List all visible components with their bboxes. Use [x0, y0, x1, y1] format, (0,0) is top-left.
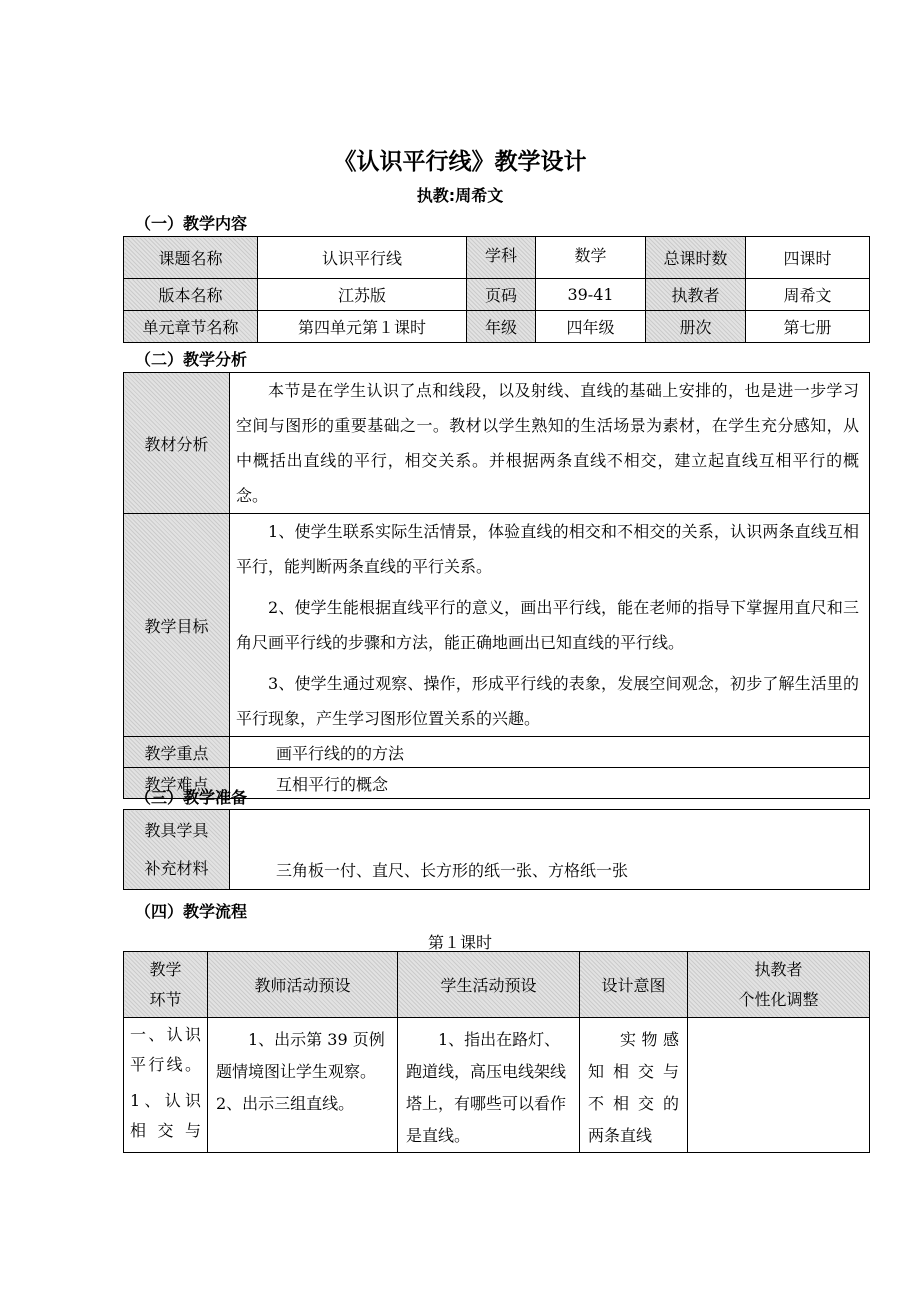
label-supplementary: 补充材料	[144, 858, 209, 878]
intent-line-1: 实物感	[620, 1030, 679, 1049]
document-title: 《认识平行线》教学设计	[333, 149, 587, 175]
process-table	[123, 951, 870, 1153]
content-table	[123, 236, 870, 343]
stage-line-3: 1、认识	[130, 1091, 201, 1110]
value-grade: 四年级	[536, 311, 646, 343]
value-teacher: 周希文	[746, 279, 870, 311]
stage-line-2: 平行线。	[130, 1055, 201, 1074]
personal-adjust-cell	[688, 1018, 870, 1153]
intent-line-4: 两条直线	[588, 1126, 653, 1145]
material-analysis-paragraph: 本节是在学生认识了点和线段，以及射线、直线的基础上安排的，也是进一步学习空间与图形的重要基础之一。教材以学生熟知的生活场景为素材，在学生充分感知，从中概括出直线的平行，相交关系。并根据两条直线不相交，建立起直线互相平行的概念。	[236, 381, 859, 505]
label-edition: 版本名称	[124, 279, 258, 311]
author-line: 执教:周希文	[416, 186, 504, 205]
stage-line-4: 相交与	[130, 1121, 201, 1140]
intent-line-2: 知相交与	[588, 1062, 679, 1081]
student-activity-cell	[398, 1018, 580, 1153]
teacher-activity-1: 1、出示第 39 页例题情境图让学生观察。	[216, 1030, 385, 1081]
header-adjust-line-2: 个性化调整	[738, 989, 819, 1009]
label-unit: 单元章节名称	[124, 311, 258, 343]
preparation-table	[123, 809, 870, 890]
key-point-text: 画平行线的的方法	[230, 737, 870, 768]
teaching-goals-text	[230, 514, 870, 737]
header-stage-line-2: 环节	[149, 989, 182, 1009]
value-subject: 数学	[536, 237, 646, 279]
label-course-name: 课题名称	[124, 237, 258, 279]
header-design-intent: 设计意图	[580, 952, 688, 1018]
teacher-activity-cell	[208, 1018, 398, 1153]
label-page: 页码	[467, 279, 536, 311]
difficult-point-text: 互相平行的概念	[230, 768, 870, 799]
label-material-analysis: 教材分析	[124, 373, 230, 514]
section-heading-analysis: （二）教学分析	[135, 350, 248, 369]
value-page: 39-41	[536, 279, 646, 311]
material-analysis-text	[230, 373, 870, 514]
label-grade: 年级	[467, 311, 536, 343]
value-total-hours: 四课时	[746, 237, 870, 279]
intent-line-3: 不相交的	[588, 1094, 679, 1113]
header-stage-line-1: 教学	[149, 959, 182, 979]
value-edition: 江苏版	[258, 279, 467, 311]
label-total-hours: 总课时数	[646, 237, 746, 279]
header-personal-adjust	[688, 952, 870, 1018]
teacher-activity-2: 2、出示三组直线。	[216, 1094, 355, 1113]
section-heading-process: （四）教学流程	[135, 902, 248, 921]
preparation-text: 三角板一付、直尺、长方形的纸一张、方格纸一张	[230, 810, 870, 890]
label-teacher: 执教者	[646, 279, 746, 311]
goal-item-1: 1、使学生联系实际生活情景，体验直线的相交和不相交的关系，认识两条直线互相平行，能判断两条直线的平行关系。	[236, 522, 859, 576]
stage-line-1: 一、认识	[130, 1025, 201, 1044]
value-volume: 第七册	[746, 311, 870, 343]
student-activity-1: 1、指出在路灯、跑道线，高压电线架线塔上，有哪些可以看作是直线。	[406, 1030, 567, 1145]
header-adjust-line-1: 执教者	[754, 959, 803, 979]
header-teacher-activity: 教师活动预设	[208, 952, 398, 1018]
goal-item-2: 2、使学生能根据直线平行的意义，画出平行线，能在老师的指导下掌握用直尺和三角尺画平行线的步骤和方法，能正确地画出已知直线的平行线。	[236, 598, 859, 652]
analysis-table	[123, 372, 870, 799]
header-student-activity: 学生活动预设	[398, 952, 580, 1018]
value-unit: 第四单元第１课时	[258, 311, 467, 343]
label-teaching-tools: 教具学具	[144, 820, 209, 840]
preparation-labels	[124, 810, 230, 890]
value-course-name: 认识平行线	[258, 237, 467, 279]
goal-item-3: 3、使学生通过观察、操作，形成平行线的表象，发展空间观念，初步了解生活里的平行现象，产生学习图形位置关系的兴趣。	[236, 674, 859, 728]
section-heading-preparation: （三）教学准备	[135, 788, 248, 807]
header-stage	[124, 952, 208, 1018]
lesson-number: 第１课时	[427, 933, 492, 952]
label-teaching-goals: 教学目标	[124, 514, 230, 737]
label-volume: 册次	[646, 311, 746, 343]
design-intent-cell	[580, 1018, 688, 1153]
label-subject: 学科	[467, 237, 536, 279]
label-key-point: 教学重点	[124, 737, 230, 768]
section-heading-content: （一）教学内容	[135, 214, 248, 233]
stage-cell	[124, 1018, 208, 1153]
label-difficult-point: 教学难点	[124, 768, 230, 799]
